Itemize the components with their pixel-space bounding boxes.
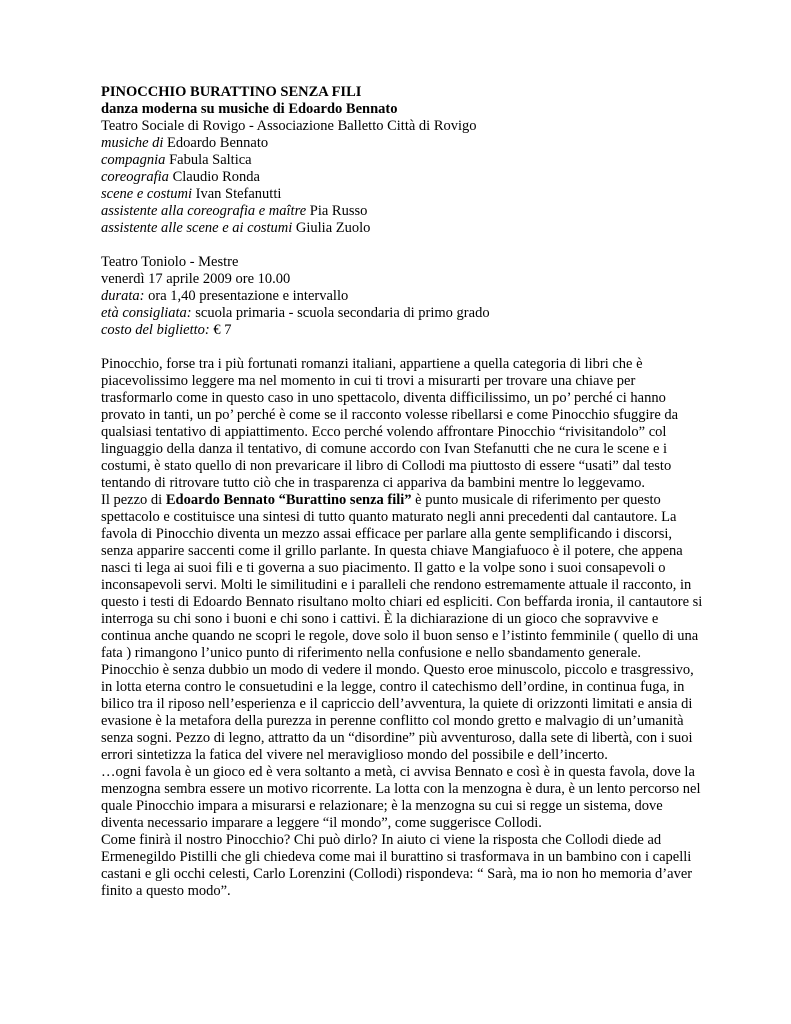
- detail-label: durata:: [101, 288, 145, 304]
- credit-line: [101, 135, 705, 152]
- detail-line: [101, 288, 705, 305]
- detail-value: € 7: [213, 322, 232, 338]
- paragraph-worldview: [101, 662, 705, 764]
- credit-label: compagnia: [101, 152, 166, 168]
- detail-label: età consigliata:: [101, 305, 192, 321]
- credit-value: Claudio Ronda: [172, 169, 260, 185]
- credit-line: [101, 203, 705, 220]
- detail-line: [101, 305, 705, 322]
- document-title: PINOCCHIO BURATTINO SENZA FILI: [101, 84, 362, 100]
- detail-value: ora 1,40 presentazione e intervallo: [148, 288, 349, 304]
- credit-value: Edoardo Bennato: [167, 135, 269, 151]
- paragraph-run: Pinocchio è senza dubbio un modo di vedere il mondo. Questo eroe minuscolo, piccolo e trasgressivo, in lotta eterna contro le consuetudini e la legge, contro il catechismo dell’ordine, in continua fuga, in bilico tra il riposo nell’esperienza e il capriccio dell’avventura, la quiete di orizzonti limitati e ansia di evasione è la metafora della purezza in perenne conflitto col mondo gretto e malvagio di un’umanità senza sogni. Pezzo di legno, attratto da un “disordine” più avventuroso, dalla sete di libertà, con i suoi errori sintetizza la fatica del vivere nel meraviglioso mondo del possibile e dell’incerto.: [101, 662, 694, 763]
- paragraph-run: …ogni favola è un gioco ed è vera soltanto a metà, ci avvisa Bennato e così è in questa favola, dove la menzogna sembra essere un motivo ricorrente. La lotta con la menzogna è dura, è un lento percorso nel quale Pinocchio impara a misurarsi e relazionare; è la menzogna su cui si regge un sistema, dove diventa necessario imparare a leggere “il mondo”, come suggerisce Collodi.: [101, 764, 701, 831]
- detail-label: costo del biglietto:: [101, 322, 210, 338]
- paragraph-fable: [101, 764, 705, 832]
- paragraph-run: è punto musicale di riferimento per questo spettacolo e costituisce una sintesi di tutto quanto maturato negli anni precedenti dal cantautore. La favola di Pinocchio diventa un mezzo assai efficace per parlare alla gente semplificando i discorsi, senza apparire saccenti come il grillo parlante. In questa chiave Mangiafuoco è il potere, che appena nasci ti lega ai suoi fili e ti governa a suo piacimento. Il gatto e la volpe sono i suoi consapevoli o inconsapevoli servi. Molti le similitudini e i paralleli che rendono estremamente attuale il racconto, in questo i testi di Edoardo Bennato risultano molto chiari ed espliciti. Con beffarda ironia, il cantautore si interroga su chi sono i buoni e chi sono i cattivi. È la dichiarazione di un gioco che sopravvive e continua anche quando ne scopri le regole, dove solo il buon senso e l’istinto femminile ( quello di una fata ) rimangono l’unico punto di riferimento nella confusione e nello sbandamento generale.: [101, 492, 703, 661]
- credit-line: [101, 220, 705, 237]
- datetime-line: venerdì 17 aprile 2009 ore 10.00: [101, 271, 291, 287]
- credit-value: Fabula Saltica: [169, 152, 252, 168]
- paragraph-run-bold: Edoardo Bennato “Burattino senza fili”: [165, 492, 412, 508]
- credit-value: Ivan Stefanutti: [195, 186, 282, 202]
- spacer: [101, 339, 705, 356]
- event-info: [101, 254, 705, 339]
- credit-label: scene e costumi: [101, 186, 192, 202]
- credit-line: [101, 186, 705, 203]
- credit-label: assistente alle scene e ai costumi: [101, 220, 293, 236]
- detail-line: [101, 322, 705, 339]
- document-header: [101, 84, 705, 237]
- paragraph-intro: [101, 356, 705, 492]
- credit-line: [101, 152, 705, 169]
- paragraph-music: [101, 492, 705, 662]
- credit-value: Pia Russo: [309, 203, 368, 219]
- spacer: [101, 237, 705, 254]
- document-body: [101, 356, 705, 900]
- credit-label: musiche di: [101, 135, 164, 151]
- detail-value: scuola primaria - scuola secondaria di primo grado: [195, 305, 490, 321]
- paragraph-run: Come finirà il nostro Pinocchio? Chi può dirlo? In aiuto ci viene la risposta che Collodi diede ad Ermenegildo Pistilli che gli chiedeva come mai il burattino si trasformava in un bambino con i capelli castani e gli occhi celesti, Carlo Lorenzini (Collodi) rispondeva: “ Sarà, ma io non ho memoria d’aver finito a questo modo”.: [101, 832, 693, 899]
- paragraph-run: Il pezzo di: [101, 492, 166, 508]
- credit-label: assistente alla coreografia e maître: [101, 203, 307, 219]
- credit-value: Giulia Zuolo: [295, 220, 371, 236]
- paragraph-run: Pinocchio, forse tra i più fortunati romanzi italiani, appartiene a quella categoria di libri che è piacevolissimo leggere ma nel momento in cui ti trovi a misurarti per trovare una chiave per trasformarlo come in questo caso in uno spettacolo, diventa difficilissimo, un po’ perché ci hanno provato in tanti, un po’ perché è come se il racconto volesse ribellarsi e come Pinocchio sfuggire da qualsiasi tentativo di appiattimento. Ecco perché volendo affrontare Pinocchio “rivisitandolo” col linguaggio della danza il tentativo, di comune accordo con Ivan Stefanutti che ne cura le scene e i costumi, è stato quello di non prevaricare il libro di Collodi ma piuttosto di essere “usati” dal testo tentando di ritrovare tutto ciò che in trasparenza ci appariva da bambini mentre lo leggevamo.: [101, 356, 679, 491]
- credit-label: coreografia: [101, 169, 169, 185]
- organization-line: Teatro Sociale di Rovigo - Associazione Balletto Città di Rovigo: [101, 118, 477, 134]
- venue-line: Teatro Toniolo - Mestre: [101, 254, 239, 270]
- document-subtitle: danza moderna su musiche di Edoardo Bennato: [101, 101, 398, 117]
- credit-line: [101, 169, 705, 186]
- paragraph-ending: [101, 832, 705, 900]
